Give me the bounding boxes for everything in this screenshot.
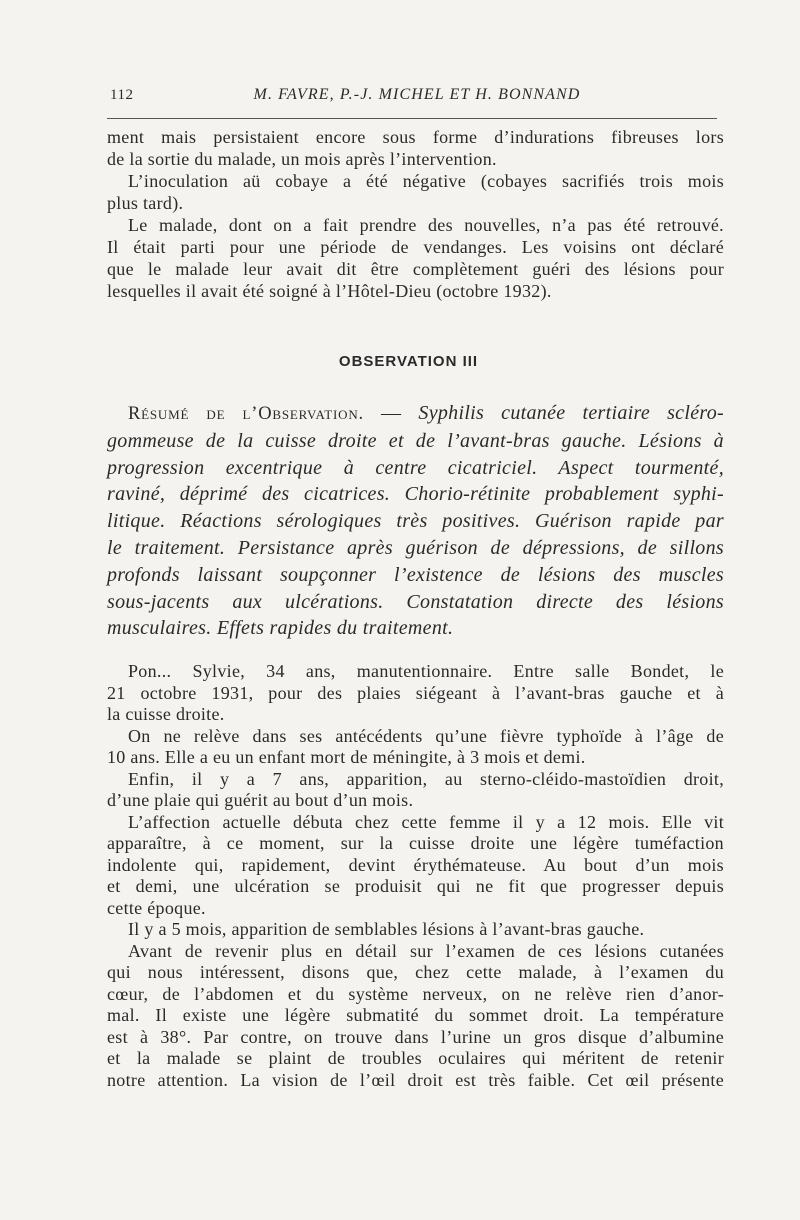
text-line: progression excentrique à centre cicatriciel. Aspect tourmenté, [107, 456, 724, 479]
text-line [107, 400, 724, 428]
summary-text: Syphilis cutanée tertiaire scléro- [418, 402, 724, 424]
text-line: raviné, déprimé des cicatrices. Chorio-rétinite probablement syphi- [107, 483, 724, 506]
header-rule [107, 118, 717, 119]
text-line: profonds laissant soupçonner l’existence de lésions des muscles [107, 563, 724, 586]
text-line: mal. Il existe une légère submatité du sommet droit. La température [107, 1005, 724, 1025]
page-number: 112 [110, 87, 134, 103]
text-line: de la sortie du malade, un mois après l’intervention. [107, 149, 497, 169]
text-line: qui nous intéressent, disons que, chez cette malade, à l’examen du [107, 962, 724, 982]
text-line: Il y a 5 mois, apparition de semblables lésions à l’avant-bras gauche. [128, 919, 645, 939]
text-line: lesquelles il avait été soigné à l’Hôtel-Dieu (octobre 1932). [107, 281, 552, 301]
em-dash: — [381, 402, 402, 424]
observation-body [107, 661, 724, 1091]
section-heading: OBSERVATION III [338, 353, 479, 370]
text-line: est à 38°. Par contre, on trouve dans l’urine un gros disque d’albumine [107, 1026, 724, 1047]
text-line: cette époque. [107, 897, 206, 918]
text-line: indolente qui, rapidement, devint érythémateuse. Au bout d’un mois [107, 854, 724, 875]
continuation-text [107, 126, 724, 302]
text-line: Il était parti pour une période de vendanges. Les voisins ont déclaré [107, 237, 724, 257]
text-line: cœur, de l’abdomen et du système nerveux, on ne relève rien d’anor- [107, 983, 724, 1004]
observation-summary [107, 400, 724, 642]
text-line: Avant de revenir plus en détail sur l’examen de ces lésions cutanées [128, 940, 724, 961]
text-line: ment mais persistaient encore sous forme d’indurations fibreuses lors [107, 127, 724, 147]
text-line: Le malade, dont on a fait prendre des nouvelles, n’a pas été retrouvé. [128, 215, 724, 235]
text-line: notre attention. La vision de l’œil droit est très faible. Cet œil présente [107, 1069, 724, 1090]
text-line: d’une plaie qui guérit au bout d’un mois. [107, 790, 414, 810]
text-line: L’affection actuelle débuta chez cette femme il y a 12 mois. Elle vit [128, 811, 724, 832]
text-line: la cuisse droite. [107, 704, 225, 724]
text-line: le traitement. Persistance après guérison de dépressions, de sillons [107, 536, 724, 559]
text-line: Enfin, il y a 7 ans, apparition, au sterno-cléido-mastoïdien droit, [128, 768, 724, 789]
running-header-authors: M. FAVRE, P.-J. MICHEL ET H. BONNAND [253, 86, 581, 103]
text-line: On ne relève dans ses antécédents qu’une fièvre typhoïde à l’âge de [128, 725, 724, 746]
text-line: apparaître, à ce moment, sur la cuisse droite une légère tuméfaction [107, 833, 724, 853]
text-line: Pon... Sylvie, 34 ans, manutentionnaire. Entre salle Bondet, le [128, 661, 724, 681]
text-line: L’inoculation aü cobaye a été négative (cobayes sacrifiés trois mois [128, 171, 724, 191]
text-line: sous-jacents aux ulcérations. Constatation directe des lésions [107, 590, 724, 613]
text-line: plus tard). [107, 193, 184, 213]
text-line: et demi, une ulcération se produisit qui ne fit que progresser depuis [107, 876, 724, 896]
text-line: 10 ans. Elle a eu un enfant mort de méningite, à 3 mois et demi. [107, 747, 586, 767]
text-line: 21 octobre 1931, pour des plaies siégeant à l’avant-bras gauche et à [107, 682, 724, 703]
text-line: litique. Réactions sérologiques très positives. Guérison rapide par [107, 510, 724, 533]
text-line: gommeuse de la cuisse droite et de l’avant-bras gauche. Lésions à [107, 429, 724, 452]
text-line: que le malade leur avait dit être complètement guéri des lésions pour [107, 259, 724, 279]
text-line: et la malade se plaint de troubles oculaires qui méritent de retenir [107, 1048, 724, 1068]
summary-label: Résumé de l’Observation. [128, 404, 364, 424]
text-line: musculaires. Effets rapides du traitement. [107, 617, 454, 640]
